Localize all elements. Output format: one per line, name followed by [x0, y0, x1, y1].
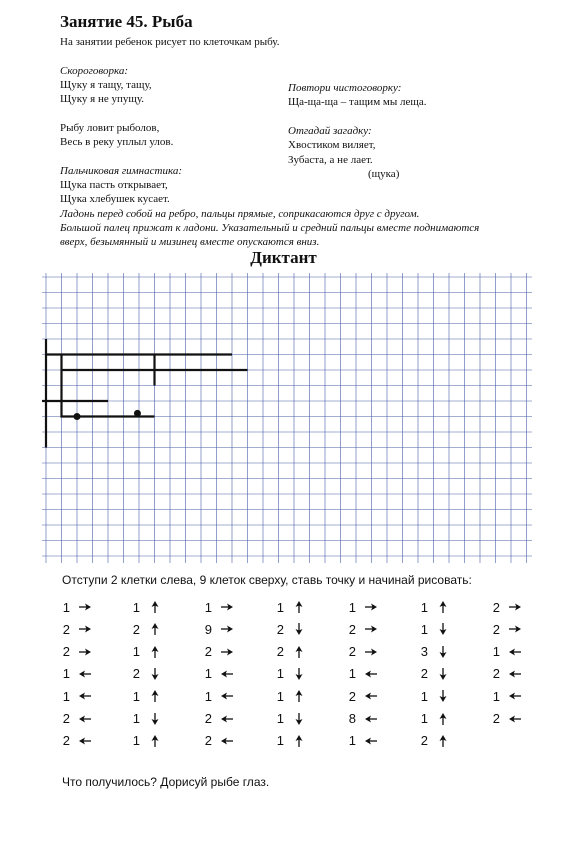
arrow-left-icon [78, 667, 92, 681]
step-count: 1 [62, 688, 70, 704]
step-count: 1 [132, 688, 140, 704]
finger-gym-instruction: вверх, безымянный и мизинец вместе опускаются вниз. [60, 236, 320, 248]
step-count: 2 [204, 644, 212, 660]
step-count: 1 [420, 599, 428, 615]
step-count: 3 [420, 644, 428, 660]
tongue-twister-line: Щуку я тащу, тащу, [60, 79, 152, 91]
dictation-title: Диктант [250, 248, 317, 267]
fish-eye [134, 410, 141, 417]
riddle-answer: (щука) [368, 168, 400, 180]
dictation-step [338, 642, 390, 662]
dictation-step [52, 597, 104, 617]
dictation-step [482, 597, 534, 617]
dictation-step [410, 664, 462, 684]
step-count: 2 [132, 621, 140, 637]
arrow-right-icon [78, 622, 92, 636]
riddle-line: Хвостиком виляет, [288, 139, 376, 151]
step-count: 2 [492, 711, 500, 726]
dictation-step [122, 642, 174, 662]
arrow-right-icon [220, 622, 234, 636]
step-count: 2 [348, 688, 356, 704]
arrow-up-icon [292, 600, 306, 614]
grid-fish-drawing [42, 273, 532, 563]
riddle-line: Зубаста, а не лает. [288, 154, 373, 166]
arrow-down-icon [292, 622, 306, 636]
arrow-left-icon [508, 667, 522, 681]
page-title: Занятие 45. Рыба [60, 12, 193, 31]
dictation-step [194, 619, 246, 639]
arrow-down-icon [292, 712, 306, 726]
step-count: 2 [62, 621, 70, 637]
step-count: 1 [492, 688, 500, 704]
arrow-up-icon [292, 734, 306, 748]
dictation-step [122, 664, 174, 684]
arrow-left-icon [78, 689, 92, 703]
step-count: 8 [348, 711, 356, 726]
step-count: 2 [348, 621, 356, 637]
step-count: 2 [492, 621, 500, 637]
arrow-left-icon [508, 689, 522, 703]
step-count: 2 [204, 733, 212, 749]
dictation-step [52, 686, 104, 706]
step-count: 1 [276, 666, 284, 682]
dictation-step [482, 642, 534, 662]
arrow-down-icon [148, 712, 162, 726]
step-count: 2 [348, 644, 356, 660]
step-count: 2 [492, 599, 500, 615]
arrow-left-icon [220, 689, 234, 703]
step-count: 2 [276, 621, 284, 637]
arrow-down-icon [148, 667, 162, 681]
dictation-step [482, 664, 534, 684]
dictation-step [410, 642, 462, 662]
arrow-up-icon [292, 645, 306, 659]
arrow-left-icon [364, 667, 378, 681]
page-subtitle: На занятии ребенок рисует по клеточкам рыбу. [60, 36, 280, 48]
arrow-right-icon [508, 622, 522, 636]
riddle-heading: Отгадай загадку: [288, 125, 372, 137]
dictation-step [266, 619, 318, 639]
step-count: 2 [62, 711, 70, 726]
arrow-left-icon [364, 734, 378, 748]
verse-line: Рыбу ловит рыболов, [60, 122, 160, 134]
step-count: 1 [420, 621, 428, 637]
dictation-step [194, 664, 246, 684]
step-count: 9 [204, 621, 212, 637]
step-count: 1 [132, 733, 140, 749]
dictation-step [338, 597, 390, 617]
step-count: 2 [276, 644, 284, 660]
dictation-step [52, 619, 104, 639]
final-question: Что получилось? Дорисуй рыбе глаз. [62, 775, 270, 789]
step-count: 1 [132, 599, 140, 615]
finger-gym-heading: Пальчиковая гимнастика: [60, 165, 182, 177]
step-count: 1 [348, 733, 356, 749]
arrow-left-icon [220, 734, 234, 748]
verse-line: Весь в реку уплыл улов. [60, 136, 174, 148]
step-count: 1 [62, 599, 70, 615]
arrow-right-icon [364, 600, 378, 614]
finger-gym-line: Щука пасть открывает, [60, 179, 168, 191]
step-count: 1 [276, 733, 284, 749]
clean-saying-heading: Повтори чистоговорку: [288, 82, 402, 94]
arrow-up-icon [292, 689, 306, 703]
step-count: 1 [276, 599, 284, 615]
step-count: 1 [132, 644, 140, 660]
dictation-step [266, 686, 318, 706]
step-count: 1 [348, 666, 356, 682]
arrow-left-icon [364, 712, 378, 726]
arrow-down-icon [292, 667, 306, 681]
step-count: 1 [204, 599, 212, 615]
arrow-left-icon [220, 667, 234, 681]
finger-gym-instruction: Большой палец прижат к ладони. Указательный и средний пальцы вместе поднимаются [60, 222, 480, 234]
arrow-up-icon [436, 600, 450, 614]
step-count: 1 [420, 711, 428, 726]
arrow-down-icon [436, 645, 450, 659]
dictation-step [122, 597, 174, 617]
arrow-left-icon [364, 689, 378, 703]
arrow-down-icon [436, 689, 450, 703]
arrow-left-icon [508, 645, 522, 659]
dictation-step [338, 709, 390, 729]
start-dot [74, 413, 81, 420]
dictation-step [122, 731, 174, 751]
arrow-up-icon [148, 600, 162, 614]
step-count: 2 [62, 733, 70, 749]
dictation-step [52, 709, 104, 729]
step-count: 2 [420, 666, 428, 682]
dictation-step [52, 664, 104, 684]
arrow-left-icon [78, 712, 92, 726]
dictation-step [482, 709, 534, 729]
dictation-step [410, 619, 462, 639]
step-count: 2 [62, 644, 70, 660]
dictation-step [338, 731, 390, 751]
dictation-step [410, 597, 462, 617]
dictation-step [410, 709, 462, 729]
arrow-right-icon [364, 645, 378, 659]
arrow-down-icon [436, 667, 450, 681]
dictation-step [194, 597, 246, 617]
step-count: 1 [204, 666, 212, 682]
step-count: 1 [276, 688, 284, 704]
step-count: 2 [420, 733, 428, 749]
clean-saying-line: Ща-ща-ща – тащим мы леща. [288, 96, 427, 108]
step-count: 1 [348, 599, 356, 615]
dictation-step [194, 642, 246, 662]
tongue-twister-heading: Скороговорка: [60, 65, 129, 77]
step-count: 1 [204, 688, 212, 704]
finger-gym-line: Щука хлебушек кусает. [60, 193, 170, 205]
arrow-left-icon [78, 734, 92, 748]
dictation-step [194, 686, 246, 706]
dictation-step [338, 686, 390, 706]
arrow-right-icon [78, 600, 92, 614]
dictation-step [52, 731, 104, 751]
step-count: 1 [62, 666, 70, 682]
step-count: 1 [276, 711, 284, 726]
dictation-step [338, 619, 390, 639]
dictation-step [266, 597, 318, 617]
dictation-step [194, 709, 246, 729]
step-count: 1 [420, 688, 428, 704]
arrow-right-icon [220, 600, 234, 614]
arrow-up-icon [148, 622, 162, 636]
arrow-left-icon [220, 712, 234, 726]
arrow-up-icon [148, 689, 162, 703]
dictation-step [482, 619, 534, 639]
dictation-step [52, 642, 104, 662]
arrow-up-icon [436, 734, 450, 748]
dictation-step [122, 686, 174, 706]
arrow-right-icon [508, 600, 522, 614]
dictation-step [266, 709, 318, 729]
arrow-left-icon [508, 712, 522, 726]
step-count: 1 [132, 711, 140, 726]
dictation-step [266, 731, 318, 751]
step-count: 2 [492, 666, 500, 682]
arrow-down-icon [436, 622, 450, 636]
arrow-up-icon [436, 712, 450, 726]
finger-gym-instruction: Ладонь перед собой на ребро, пальцы прямые, соприкасаются друг с другом. [60, 208, 420, 220]
dictation-step [266, 642, 318, 662]
step-count: 1 [492, 644, 500, 660]
dictation-step [338, 664, 390, 684]
tongue-twister-line: Щуку я не упущу. [60, 93, 145, 105]
step-count: 2 [132, 666, 140, 682]
arrow-right-icon [364, 622, 378, 636]
dictation-step [122, 709, 174, 729]
dictation-step [194, 731, 246, 751]
dictation-step [482, 686, 534, 706]
arrow-right-icon [220, 645, 234, 659]
dictation-instruction: Отступи 2 клетки слева, 9 клеток сверху, ставь точку и начинай рисовать: [62, 573, 472, 587]
dictation-step [266, 664, 318, 684]
dictation-step [122, 619, 174, 639]
dictation-step [410, 686, 462, 706]
arrow-up-icon [148, 645, 162, 659]
arrow-up-icon [148, 734, 162, 748]
arrow-right-icon [78, 645, 92, 659]
step-count: 2 [204, 711, 212, 726]
dictation-step [410, 731, 462, 751]
